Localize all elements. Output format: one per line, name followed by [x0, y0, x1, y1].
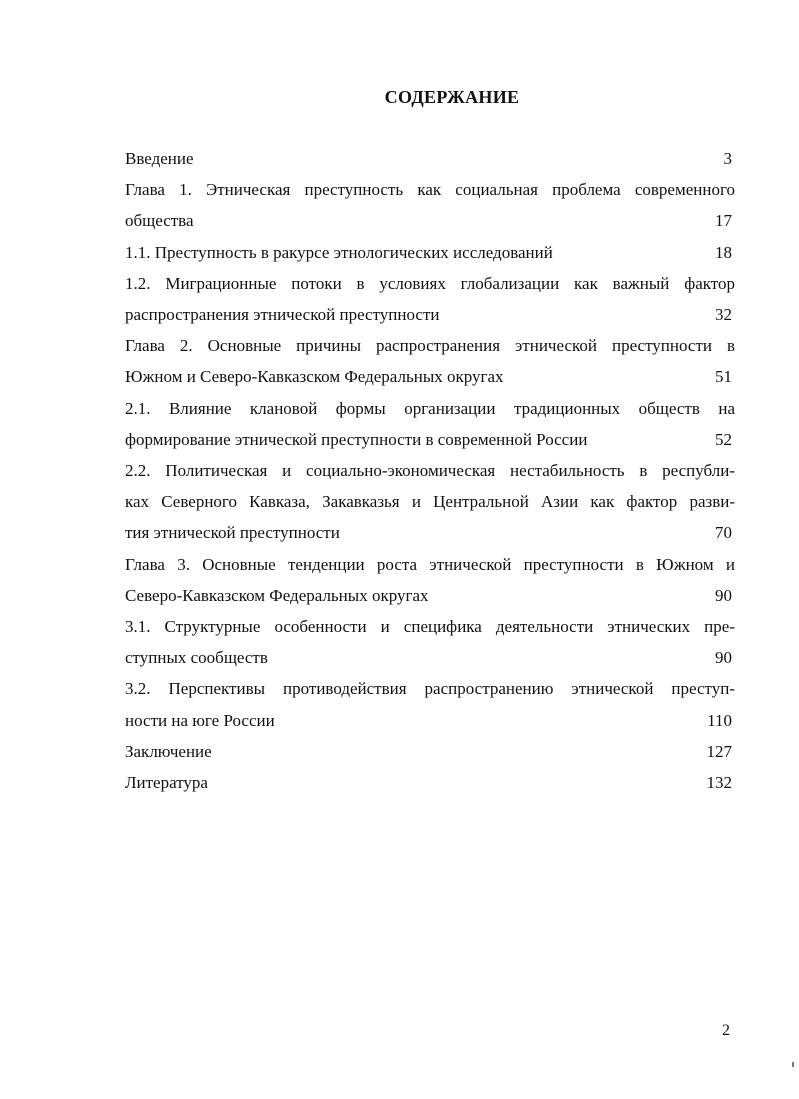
toc-entry-text-line: тия этнической преступности: [125, 523, 340, 543]
toc-entry-page: 17: [715, 211, 732, 231]
toc-entry-page: 127: [706, 741, 732, 761]
toc-entry-text-line: 3.2. Перспективы противодействия распространению этнической преступ-: [125, 679, 735, 699]
toc-entry-page: 90: [715, 648, 732, 668]
toc-entry-page: 110: [707, 710, 732, 730]
page-title: СОДЕРЖАНИЕ: [384, 87, 520, 107]
toc-entry: [125, 330, 735, 392]
toc-entry-page: 52: [715, 429, 732, 449]
toc-entry-text-line: ности на юге России: [125, 710, 275, 730]
toc-entry-page: 32: [715, 305, 732, 325]
scan-edge-mark: [792, 1062, 794, 1067]
toc-entry: [125, 174, 735, 236]
toc-entry-text-line: Глава 3. Основные тенденции роста этнической преступности в Южном и: [125, 554, 735, 574]
toc-entry-text-line: 2.1. Влияние клановой формы организации традиционных обществ на: [125, 398, 735, 418]
toc-entry-text-line: общества: [125, 211, 194, 231]
toc-entry-page: 18: [715, 242, 732, 262]
toc-entry: [125, 767, 735, 798]
toc-entry-text-line: распространения этнической преступности: [125, 305, 440, 325]
toc-entry-text-line: ступных сообществ: [125, 648, 268, 668]
toc-entry-text-line: Глава 2. Основные причины распространения этнической преступности в: [125, 336, 735, 356]
toc-entry-text-line: Заключение: [125, 741, 212, 761]
toc-entry-text-line: Введение: [125, 149, 194, 168]
toc-entry-page: 3: [723, 149, 732, 168]
toc-entry-text-line: 3.1. Структурные особенности и специфика деятельности этнических пре-: [125, 617, 735, 637]
toc-entry: [125, 549, 735, 611]
toc-entry: [125, 143, 735, 174]
toc-entry-page: 70: [715, 523, 732, 543]
toc-entry: [125, 268, 735, 330]
toc-entry-text-line: формирование этнической преступности в современной России: [125, 429, 588, 449]
toc-entry-text-line: Литература: [125, 773, 208, 793]
page-number: 2: [722, 1022, 730, 1039]
toc-entry-text-line: Глава 1. Этническая преступность как социальная проблема современного: [125, 180, 735, 200]
toc-entry-text-line: Южном и Северо-Кавказском Федеральных округах: [125, 367, 504, 387]
toc-entry: [125, 673, 735, 735]
toc-entry-text-line: 1.2. Миграционные потоки в условиях глобализации как важный фактор: [125, 273, 735, 293]
toc-entry: [125, 611, 735, 673]
toc-entry: [125, 237, 735, 268]
toc-entry-page: 132: [706, 773, 732, 793]
table-of-contents: [125, 143, 735, 798]
toc-entry: [125, 736, 735, 767]
toc-entry: [125, 393, 735, 455]
toc-entry-text-line: 2.2. Политическая и социально-экономическая нестабильность в республи-: [125, 461, 735, 481]
toc-entry-text-line: ках Северного Кавказа, Закавказья и Центральной Азии как фактор разви-: [125, 492, 735, 512]
toc-entry-text-line: Северо-Кавказском Федеральных округах: [125, 585, 429, 605]
toc-entry: [125, 455, 735, 549]
toc-entry-text-line: 1.1. Преступность в ракурсе этнологических исследований: [125, 242, 553, 262]
toc-entry-page: 51: [715, 367, 732, 387]
toc-entry-page: 90: [715, 585, 732, 605]
